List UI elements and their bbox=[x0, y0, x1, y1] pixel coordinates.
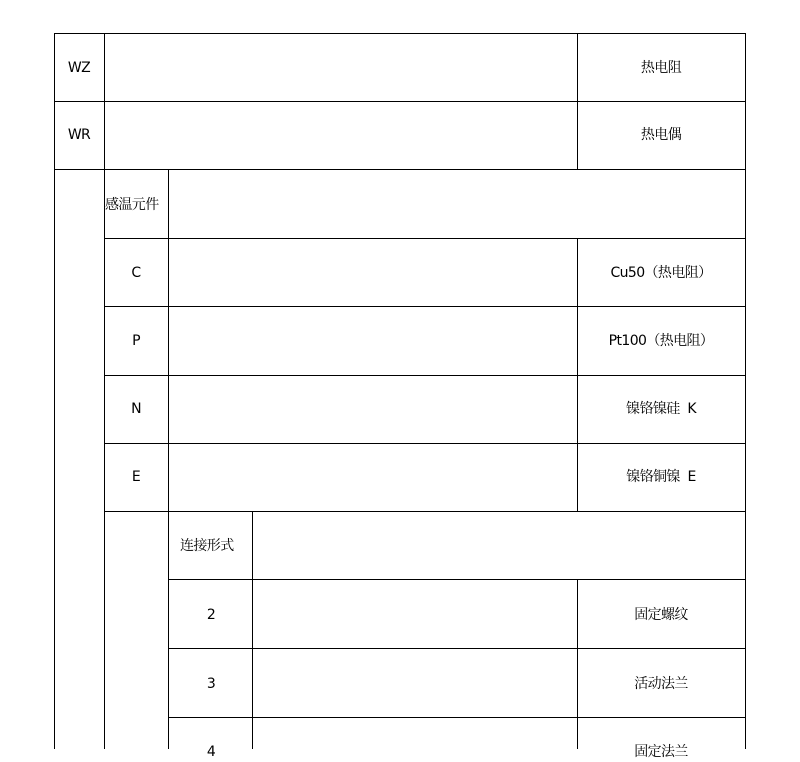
model-code: WR bbox=[67, 127, 91, 143]
sensor-heading: 感温元件 bbox=[105, 197, 159, 213]
row-divider bbox=[104, 375, 745, 376]
column-divider bbox=[577, 579, 578, 749]
connection-description: 固定螺纹 bbox=[634, 607, 688, 623]
sensor-code: P bbox=[132, 333, 140, 349]
connection-description: 活动法兰 bbox=[634, 676, 688, 692]
row-divider bbox=[168, 648, 745, 649]
sensor-code: E bbox=[131, 469, 141, 485]
connection-description: 固定法兰 bbox=[634, 744, 688, 760]
sensor-description: Pt100（热电阻） bbox=[608, 333, 714, 349]
model-code: WZ bbox=[67, 60, 91, 76]
column-divider bbox=[577, 33, 578, 170]
row-divider bbox=[104, 511, 745, 512]
row-divider bbox=[54, 169, 745, 170]
row-divider bbox=[54, 101, 745, 102]
row-divider bbox=[168, 579, 745, 580]
sensor-code: C bbox=[131, 265, 141, 281]
sensor-description: Cu50（热电阻） bbox=[610, 265, 712, 281]
connection-heading: 连接形式 bbox=[180, 538, 234, 554]
row-divider bbox=[168, 717, 745, 718]
column-divider bbox=[252, 511, 253, 749]
sensor-description: 镍铬镍硅 K bbox=[626, 401, 696, 417]
connection-code: 3 bbox=[206, 676, 216, 692]
table-border-top bbox=[54, 33, 745, 34]
connection-code: 4 bbox=[206, 744, 216, 760]
model-description: 热电阻 bbox=[640, 60, 682, 76]
connection-code: 2 bbox=[206, 607, 216, 623]
row-divider bbox=[104, 443, 745, 444]
sensor-description: 镍铬铜镍 E bbox=[626, 469, 696, 485]
table-border-right bbox=[745, 33, 746, 749]
row-divider bbox=[104, 306, 745, 307]
row-divider bbox=[104, 238, 745, 239]
column-divider bbox=[168, 169, 169, 749]
column-divider bbox=[577, 238, 578, 511]
table-border-left bbox=[54, 33, 55, 749]
model-description: 热电偶 bbox=[640, 127, 682, 143]
column-divider bbox=[104, 33, 105, 749]
sensor-code: N bbox=[131, 401, 141, 417]
